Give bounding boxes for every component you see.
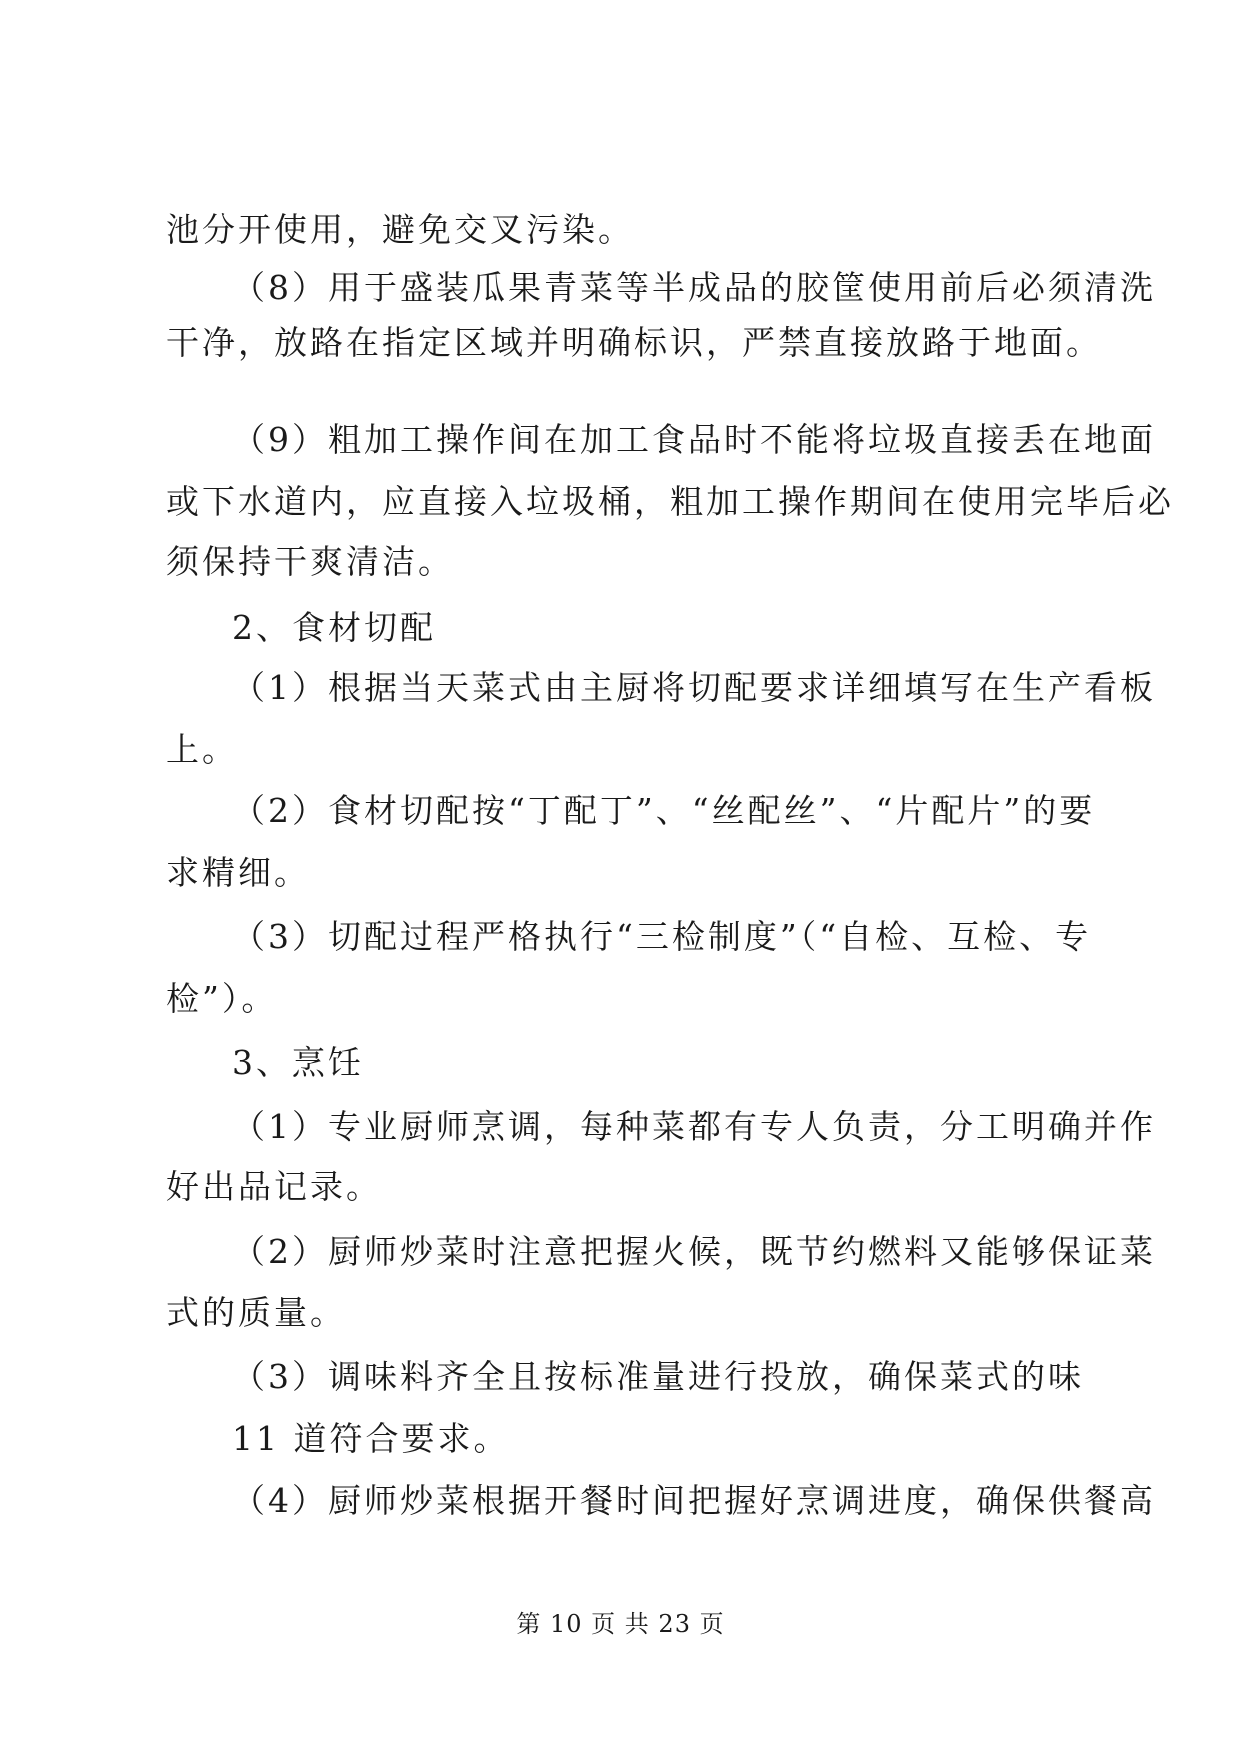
text-line: （4）厨师炒菜根据开餐时间把握好烹调进度，确保供餐高 [232,1481,1156,1520]
text-line: 11 道符合要求。 [232,1419,510,1458]
text-line: （3）调味料齐全且按标准量进行投放，确保菜式的味 [232,1357,1084,1396]
text-line: （2）食材切配按“丁配丁”、“丝配丝”、“片配片”的要 [232,791,1096,830]
text-line: 池分开使用，避免交叉污染。 [166,210,634,249]
text-line: （3）切配过程严格执行“三检制度”（“自检、互检、专 [232,917,1092,956]
section-heading: 3、烹饪 [232,1043,364,1082]
page-footer: 第 10 页 共 23 页 [516,1610,725,1638]
text-line: 好出品记录。 [166,1167,382,1206]
text-line: 检”）。 [166,979,278,1018]
text-line: 上。 [166,730,238,769]
section-heading: 2、食材切配 [232,608,436,647]
text-line: （1）专业厨师烹调，每种菜都有专人负责，分工明确并作 [232,1107,1156,1146]
text-line: （1）根据当天菜式由主厨将切配要求详细填写在生产看板 [232,668,1156,707]
text-line: 须保持干爽清洁。 [166,542,454,581]
text-line: 求精细。 [166,853,310,892]
text-line: 干净，放路在指定区域并明确标识，严禁直接放路于地面。 [166,323,1102,362]
text-line: 式的质量。 [166,1293,346,1332]
text-line: （2）厨师炒菜时注意把握火候，既节约燃料又能够保证菜 [232,1232,1156,1271]
text-line: （8）用于盛装瓜果青菜等半成品的胶筐使用前后必须清洗 [232,268,1156,307]
text-line: 或下水道内，应直接入垃圾桶，粗加工操作期间在使用完毕后必 [166,482,1174,521]
text-line: （9）粗加工操作间在加工食品时不能将垃圾直接丢在地面 [232,420,1156,459]
